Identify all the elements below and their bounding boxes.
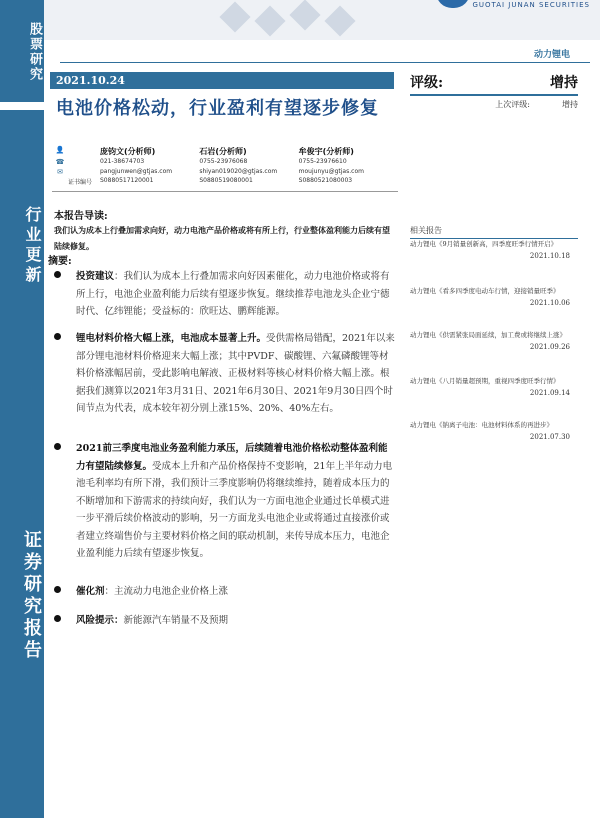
analyst-name: 牟俊宇(分析师)	[298, 147, 354, 156]
sidebar-label-3: 证券研究报告	[21, 529, 42, 662]
related-title[interactable]: 动力锂电《八月销量超预期，重视四季度旺季行情》	[410, 377, 560, 385]
bullet-lead: 2021前三季度电池业务盈利能力承压，后续随着电池价格松动整体盈利能力有望陆续修复。	[76, 443, 388, 472]
person-icon: 👤	[55, 146, 65, 154]
bullet-lead: 催化剂	[76, 586, 105, 597]
cert-label: 证书编号	[68, 179, 93, 186]
bullet-text: 受供需格局错配，2021年以来部分锂电池材料价格迎来大幅上涨；其中PVDF、碳酸锂、六氟磷酸锂等材料价格涨幅居前，受此影响电解液、正极材料等核心材料价格大幅上涨。根据我们测算以2021年3月31日、2021年6月30日、2021年9月30日四个时间节点为代表，成本较年初分别上涨15%、20%、40%左右。	[76, 333, 395, 414]
report-title: 电池价格松动，行业盈利有望逐步修复	[56, 98, 379, 119]
analyst-1	[100, 146, 199, 187]
analyst-cert: S0880519080001	[199, 177, 253, 184]
sidebar-securities-report	[0, 355, 44, 818]
related-date: 2021.09.26	[529, 343, 570, 351]
analyst-name: 庞钧文(分析师)	[100, 147, 156, 156]
bullet-text: ：主流动力电池企业价格上涨	[104, 586, 229, 597]
abstract-heading: 摘要:	[48, 256, 72, 267]
rating-label: 评级:	[410, 75, 444, 91]
related-title[interactable]: 动力锂电《钠离子电池：电池材料体系的再进步》	[410, 421, 553, 429]
rating-value: 增持	[550, 75, 578, 91]
analyst-email: shiyan019020@gtjas.com	[199, 167, 278, 175]
analyst-2	[199, 146, 298, 187]
header-band	[44, 0, 600, 40]
analyst-icons	[52, 146, 68, 187]
analyst-email: pangjunwen@gtjas.com	[100, 167, 173, 175]
sidebar-stock-research	[0, 0, 44, 102]
logo-text: GUOTAI JUNAN SECURITIES	[472, 1, 590, 9]
bullet-lead: 锂电材料价格大幅上涨，电池成本显著上升。	[76, 333, 267, 344]
analyst-email: moujunyu@gtjas.com	[298, 167, 364, 175]
header-divider	[60, 62, 590, 63]
report-date: 2021.10.24	[50, 72, 394, 89]
related-heading: 相关报告	[410, 225, 578, 239]
bullet-item	[52, 612, 396, 630]
related-date: 2021.09.14	[529, 389, 570, 397]
related-reports	[410, 225, 578, 441]
bullet-text: 受成本上升和产品价格保持不变影响，21年上半年动力电池毛利率均有所下滑，我们预计三季度影响仍将继续维持，随着成本压力的不断增加和下游需求的持续向好，我们认为一方面电池企业通过长单模式进一步平滑后续价格波动的影响，另一方面龙头电池企业或将通过直接涨价或者建立终端售价与主要材料价格之间的联动机制，来传导成本压力，电池企业盈利能力后续有望逐步恢复。	[76, 460, 393, 559]
related-title[interactable]: 动力锂电《9月销量创新高，四季度旺季行情开启》	[410, 240, 558, 248]
prev-rating-value: 增持	[562, 100, 578, 109]
rating-box	[410, 72, 578, 110]
related-item[interactable]	[410, 330, 570, 351]
bullet-dot-icon	[54, 333, 61, 340]
related-item[interactable]	[410, 420, 570, 441]
related-title[interactable]: 动力锂电《看多四季度电动车行情，迎接销量旺季》	[410, 287, 560, 295]
bullet-text: 新能源汽车销量不及预期	[123, 615, 229, 626]
bullet-dot-icon	[54, 443, 61, 450]
related-item[interactable]	[410, 239, 570, 260]
company-logo	[425, 0, 590, 14]
bullet-item	[52, 440, 396, 563]
related-title[interactable]: 动力锂电《供需紧张局面延续，加工费或将继续上涨》	[410, 331, 566, 339]
related-date: 2021.07.30	[529, 433, 570, 441]
analyst-phone: 0755-23976610	[298, 158, 347, 165]
related-item[interactable]	[410, 376, 570, 397]
bullet-item	[52, 583, 396, 601]
bullet-lead: 风险提示：	[76, 615, 124, 626]
analyst-name: 石岩(分析师)	[199, 147, 247, 156]
bullet-item	[52, 268, 396, 321]
analyst-cert: S0880521080003	[298, 177, 353, 184]
analyst-block	[52, 146, 398, 192]
sidebar-label-2: 行业更新	[23, 205, 42, 286]
bullet-dot-icon	[54, 586, 61, 593]
analyst-3	[299, 146, 398, 187]
related-item[interactable]	[410, 286, 570, 307]
analyst-cert: S0880517120001	[100, 177, 154, 184]
bullet-dot-icon	[54, 615, 61, 622]
bullet-lead: 投资建议	[76, 271, 115, 282]
summary-body: 我们认为成本上行叠加需求向好，动力电池产品价格或将有所上行，行业整体盈利能力后续有望陆续修复。	[54, 225, 390, 251]
sidebar-industry-update	[0, 110, 44, 363]
summary-heading: 本报告导读:	[54, 211, 108, 222]
related-date: 2021.10.18	[529, 252, 570, 260]
industry-tag: 动力锂电	[533, 50, 570, 60]
analyst-phone: 021-38674703	[100, 158, 145, 165]
bullet-text: ：我们认为成本上行叠加需求向好因素催化，动力电池价格或将有所上行，电池企业盈利能力后续有望逐步恢复。继续推荐电池龙头企业宁德时代、亿纬锂能；受益标的：欣旺达、鹏辉能源。	[76, 271, 390, 317]
left-sidebar	[0, 0, 44, 800]
diamond-decoration-icon	[214, 4, 374, 38]
email-icon: ✉	[57, 167, 63, 176]
bullet-dot-icon	[54, 271, 61, 278]
analyst-phone: 0755-23976068	[199, 158, 248, 165]
sidebar-label-1: 股票研究	[27, 22, 42, 82]
logo-mark-icon	[436, 0, 470, 8]
prev-rating-label: 上次评级:	[495, 100, 530, 109]
phone-icon: ☎	[55, 158, 65, 166]
bullet-item	[52, 330, 396, 418]
related-date: 2021.10.06	[529, 299, 570, 307]
